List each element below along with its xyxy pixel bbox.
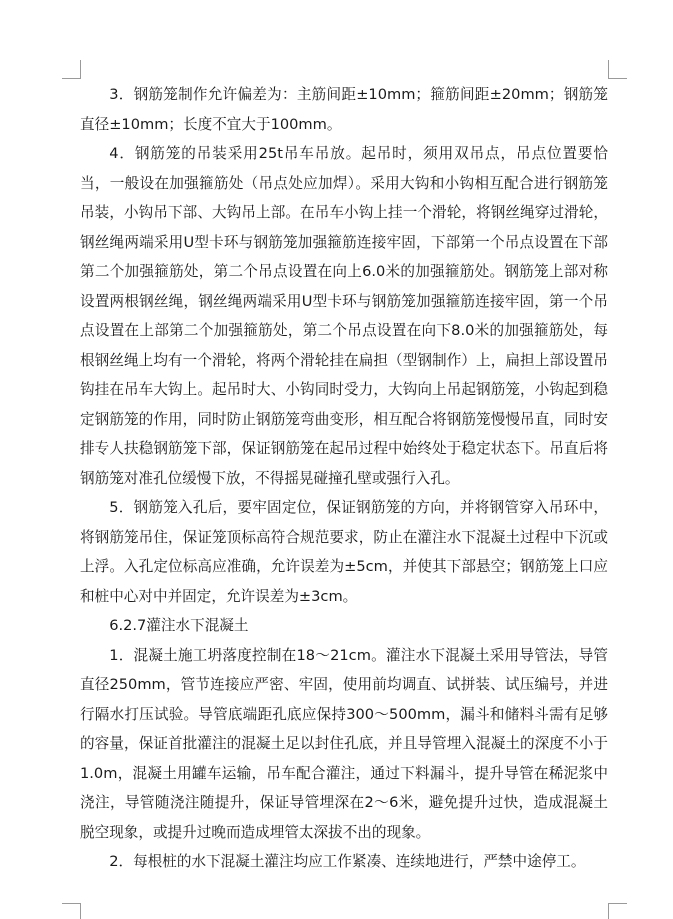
page-corner-mark bbox=[608, 903, 627, 919]
paragraph-item-2: 2．每根桩的水下混凝土灌注均应工作紧凑、连续地进行，严禁中途停工。 bbox=[109, 853, 586, 870]
paragraph-item-3: 3．钢筋笼制作允许偏差为：主筋间距±10mm；箍筋间距±20mm；钢筋笼直径±10mm；长度不宜大于100mm。 bbox=[80, 86, 608, 133]
page-corner-mark bbox=[608, 60, 627, 79]
page-corner-mark bbox=[62, 903, 81, 919]
document-body[interactable] bbox=[80, 80, 608, 877]
paragraph-item-5: 5．钢筋笼入孔后，要牢固定位，保证钢筋笼的方向，并将钢管穿入吊环中，将钢筋笼吊住，保证笼顶标高符合规范要求，防止在灌注水下混凝土过程中下沉或上浮。入孔定位标高应准确，允许误差为±5cm，并使其下部悬空；钢筋笼上口应和桩中心对中并固定，允许误差为±3cm。 bbox=[80, 499, 608, 605]
paragraph-item-4: 4．钢筋笼的吊装采用25t吊车吊放。起吊时，须用双吊点，吊点位置要恰当，一般设在加强箍筋处（吊点处应加焊）。采用大钩和小钩相互配合进行钢筋笼吊装，小钩吊下部、大钩吊上部。在吊车小钩上挂一个滑轮，将钢丝绳穿过滑轮，钢丝绳两端采用U型卡环与钢筋笼加强箍筋连接牢固，下部第一个吊点设置在下部第二个加强箍筋处，第二个吊点设置在向上6.0米的加强箍筋处。钢筋笼上部对称设置两根钢丝绳，钢丝绳两端采用U型卡环与钢筋笼加强箍筋连接牢固，第一个吊点设置在上部第二个加强箍筋处，第二个吊点设置在向下8.0米的加强箍筋处，每根钢丝绳上均有一个滑轮，将两个滑轮挂在扁担（型钢制作）上，扁担上部设置吊钩挂在吊车大钩上。起吊时大、小钩同时受力，大钩向上吊起钢筋笼，小钩起到稳定钢筋笼的作用，同时防止钢筋笼弯曲变形，相互配合将钢筋笼慢慢吊直，同时安排专人扶稳钢筋笼下部，保证钢筋笼在起吊过程中始终处于稳定状态下。吊直后将钢筋笼对准孔位缓慢下放，不得摇晃碰撞孔壁或强行入孔。 bbox=[80, 145, 608, 487]
paragraph-item-1: 1．混凝土施工坍落度控制在18～21cm。灌注水下混凝土采用导管法，导管直径250mm，管节连接应严密、牢固，使用前均调直、试拼装、试压编号，并进行隔水打压试验。导管底端距孔底应保持300～500mm，漏斗和储料斗需有足够的容量，保证首批灌注的混凝土足以封住孔底，并且导管埋入混凝土的深度不小于1.0m，混凝土用罐车运输，吊车配合灌注，通过下料漏斗，提升导管在稀泥浆中浇注，导管随浇注随提升，保证导管埋深在2～6米，避免提升过快，造成混凝土脱空现象，或提升过晚而造成埋管太深拔不出的现象。 bbox=[80, 646, 608, 841]
page-corner-mark bbox=[62, 60, 81, 79]
section-heading: 6.2.7灌注水下混凝土 bbox=[109, 617, 249, 634]
